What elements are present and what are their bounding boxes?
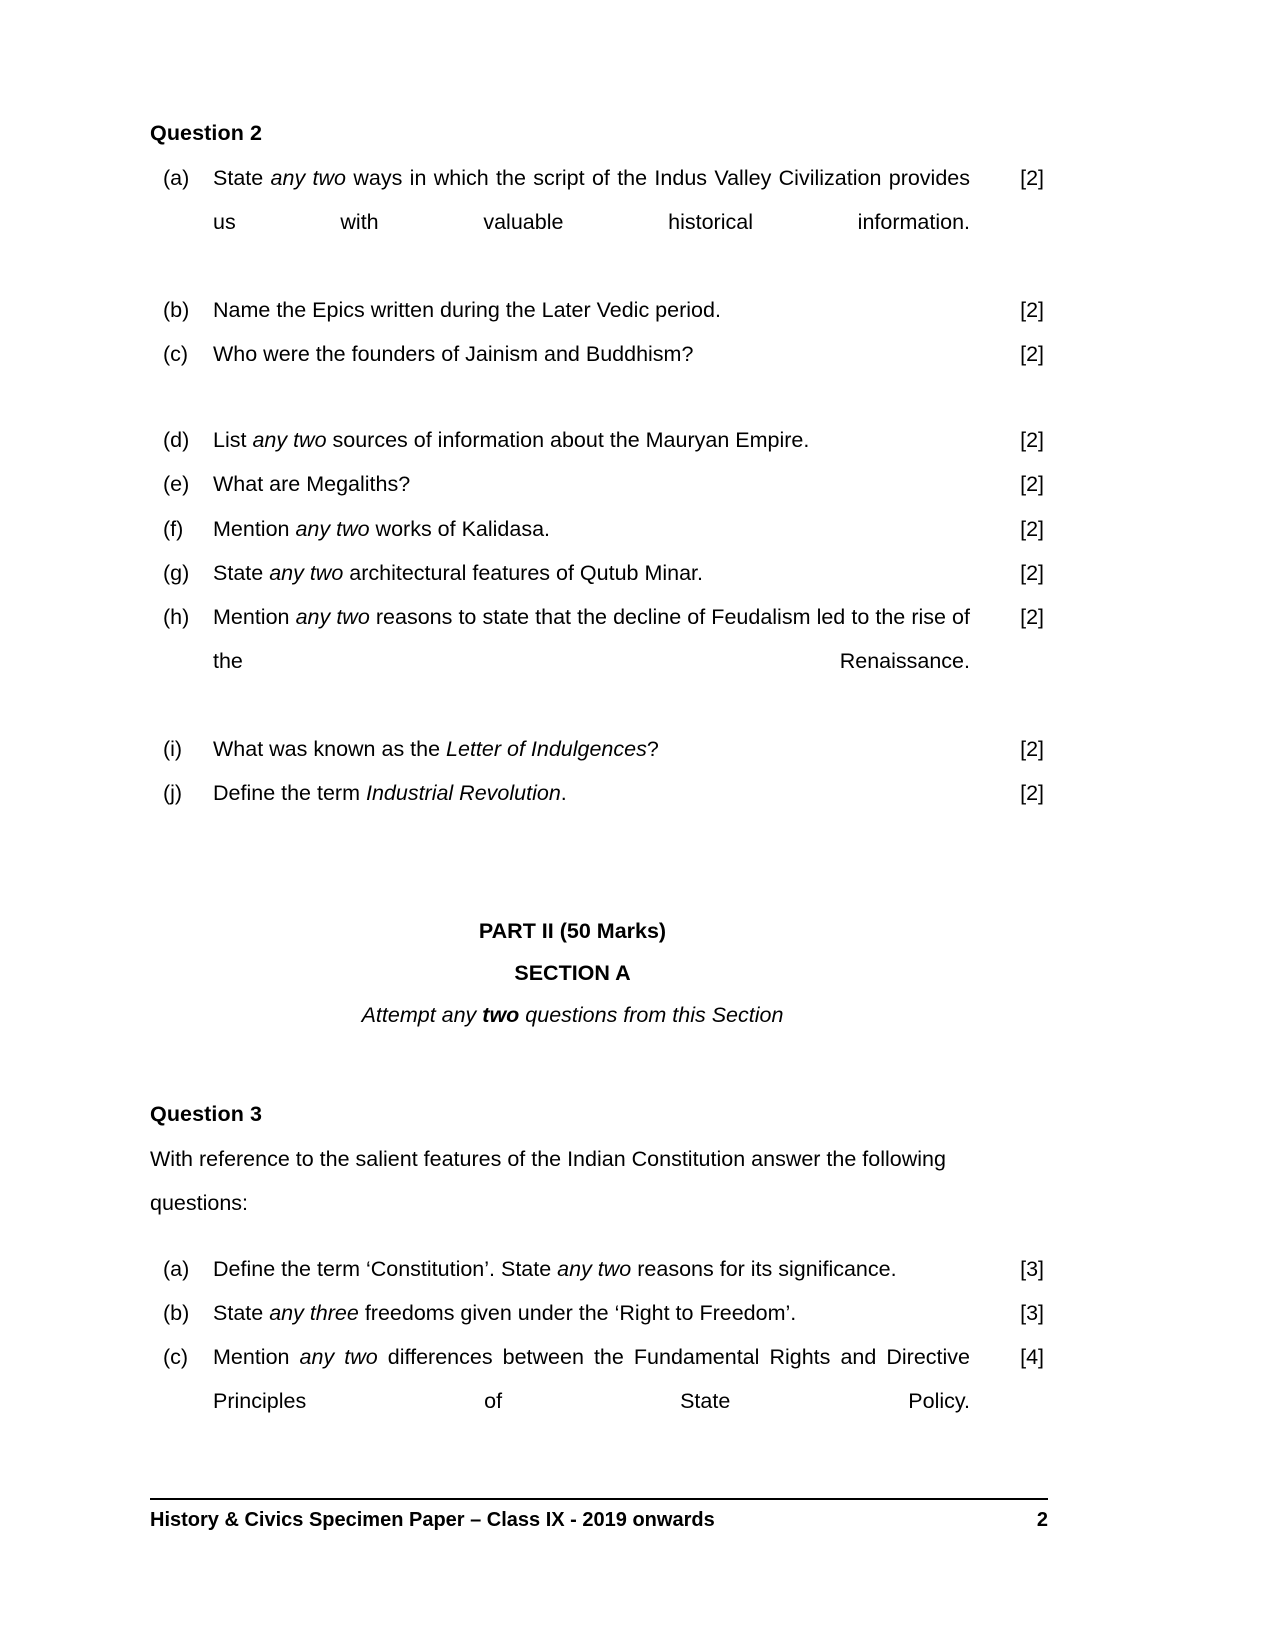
item-text <box>213 418 986 462</box>
item-marks: [2] <box>1020 472 1044 497</box>
item-text <box>213 1291 986 1335</box>
item-text-pre: What are Megaliths? <box>213 472 411 497</box>
item-label: (a) <box>163 166 190 191</box>
question-2-item-f <box>150 507 1048 551</box>
item-marks: [2] <box>1020 560 1044 585</box>
item-label: (c) <box>163 342 189 367</box>
question-2-item-i <box>150 727 1048 771</box>
item-text-pre: Define the term <box>213 780 366 805</box>
item-text-pre: State <box>213 166 271 191</box>
question-2-item-b <box>150 288 1048 332</box>
spacer-after-item-c <box>150 376 1048 418</box>
spacer-before-part-2 <box>150 815 1048 911</box>
item-text-italic: Letter of Indulgences <box>446 736 647 761</box>
item-text-pre: State <box>213 1301 270 1326</box>
item-label: (d) <box>163 428 190 453</box>
question-3-heading: Question 3 <box>150 1101 263 1126</box>
item-text-italic: any two <box>269 560 344 585</box>
item-label: (b) <box>163 298 190 323</box>
item-text-italic: any two <box>299 1345 378 1370</box>
question-3-item-c <box>150 1335 1048 1467</box>
item-text <box>213 727 986 771</box>
item-text-post: freedoms given under the ‘Right to Freedom’. <box>358 1301 797 1326</box>
item-text-italic: any two <box>270 166 347 191</box>
item-text-italic: Industrial Revolution <box>365 780 561 805</box>
item-text-pre: Mention <box>213 1345 300 1370</box>
item-text <box>213 332 986 376</box>
page-footer <box>150 1498 1048 1532</box>
item-text-pre: Name the Epics written during the Later Vedic period. <box>213 298 721 323</box>
item-text <box>213 771 986 815</box>
item-label: (c) <box>163 1345 189 1370</box>
item-text-pre: Mention <box>213 604 296 629</box>
spacer-after-q3-intro <box>150 1231 1048 1247</box>
item-text <box>213 1247 986 1291</box>
item-text-pre: List <box>213 428 253 453</box>
spacer-before-question-3 <box>150 1037 1048 1099</box>
item-marks: [3] <box>1020 1301 1044 1326</box>
item-text-italic: any two <box>252 428 327 453</box>
footer-page-number: 2 <box>1036 1509 1048 1531</box>
instruction-post: questions from this Section <box>519 1002 784 1027</box>
item-marks: [2] <box>1020 604 1044 629</box>
item-text-italic: any two <box>557 1256 632 1281</box>
item-text <box>213 551 986 595</box>
footer-title: History & Civics Specimen Paper – Class IX - 2019 onwards <box>150 1509 715 1531</box>
item-text <box>213 507 986 551</box>
item-text-post: . <box>560 780 567 805</box>
item-text-post: differences between the Fundamental Rights and Directive Principles of State Policy. <box>213 1345 970 1414</box>
item-text-post: ? <box>646 736 659 761</box>
footer-divider <box>150 1498 1048 1500</box>
item-label: (g) <box>163 560 190 585</box>
item-marks: [2] <box>1020 166 1044 191</box>
part-2-title: PART II (50 Marks) <box>478 918 667 943</box>
item-text-italic: any two <box>295 516 370 541</box>
section-a-instruction <box>150 995 995 1037</box>
item-marks: [2] <box>1020 428 1044 453</box>
item-marks: [3] <box>1020 1256 1044 1281</box>
item-text-post: works of Kalidasa. <box>369 516 551 541</box>
item-label: (i) <box>163 736 183 761</box>
item-text-pre: Who were the founders of Jainism and Buddhism? <box>213 342 694 367</box>
item-marks: [2] <box>1020 298 1044 323</box>
item-text-pre: Define the term ‘Constitution’. State <box>213 1256 558 1281</box>
item-text-post: reasons for its significance. <box>631 1256 897 1281</box>
item-label: (e) <box>163 472 190 497</box>
question-2-heading: Question 2 <box>150 121 263 145</box>
item-text-pre: What was known as the <box>213 736 447 761</box>
item-text <box>213 595 986 727</box>
item-label: (a) <box>163 1256 190 1281</box>
item-text-italic: any three <box>269 1301 359 1326</box>
instruction-bold: two <box>482 1002 520 1027</box>
item-label: (b) <box>163 1301 190 1326</box>
question-2-item-j <box>150 771 1048 815</box>
page-content <box>150 118 1048 1467</box>
item-marks: [2] <box>1020 736 1044 761</box>
question-2-item-a <box>150 156 1048 288</box>
question-2-item-h <box>150 595 1048 727</box>
item-marks: [2] <box>1020 342 1044 367</box>
item-marks: [2] <box>1020 516 1044 541</box>
question-2-item-c <box>150 332 1048 376</box>
question-3-intro: With reference to the salient features of the Indian Constitution answer the following questions: <box>150 1146 946 1215</box>
item-text-post: architectural features of Qutub Minar. <box>343 560 704 585</box>
item-marks: [2] <box>1020 780 1044 805</box>
item-text <box>213 1335 986 1467</box>
question-3-item-a <box>150 1247 1048 1291</box>
item-text <box>213 288 986 332</box>
item-marks: [4] <box>1020 1345 1044 1370</box>
item-label: (h) <box>163 604 190 629</box>
question-3-item-b <box>150 1291 1048 1335</box>
item-label: (j) <box>163 780 183 805</box>
item-text-pre: Mention <box>213 516 296 541</box>
item-text-post: ways in which the script of the Indus Valley Civilization provides us with valuable historical information. <box>213 166 970 235</box>
footer-row <box>150 1509 1048 1532</box>
question-2-item-d <box>150 418 1048 462</box>
instruction-pre: Attempt any <box>361 1002 483 1027</box>
item-text-italic: any two <box>295 604 370 629</box>
section-a-title: SECTION A <box>514 960 631 985</box>
item-text-post: reasons to state that the decline of Feudalism led to the rise of the Renaissance. <box>213 604 970 673</box>
item-text <box>213 462 986 506</box>
question-2-item-e <box>150 462 1048 506</box>
question-2-item-g <box>150 551 1048 595</box>
item-label: (f) <box>163 516 184 541</box>
item-text-pre: State <box>213 560 270 585</box>
item-text <box>213 156 986 288</box>
item-text-post: sources of information about the Mauryan Empire. <box>326 428 810 453</box>
